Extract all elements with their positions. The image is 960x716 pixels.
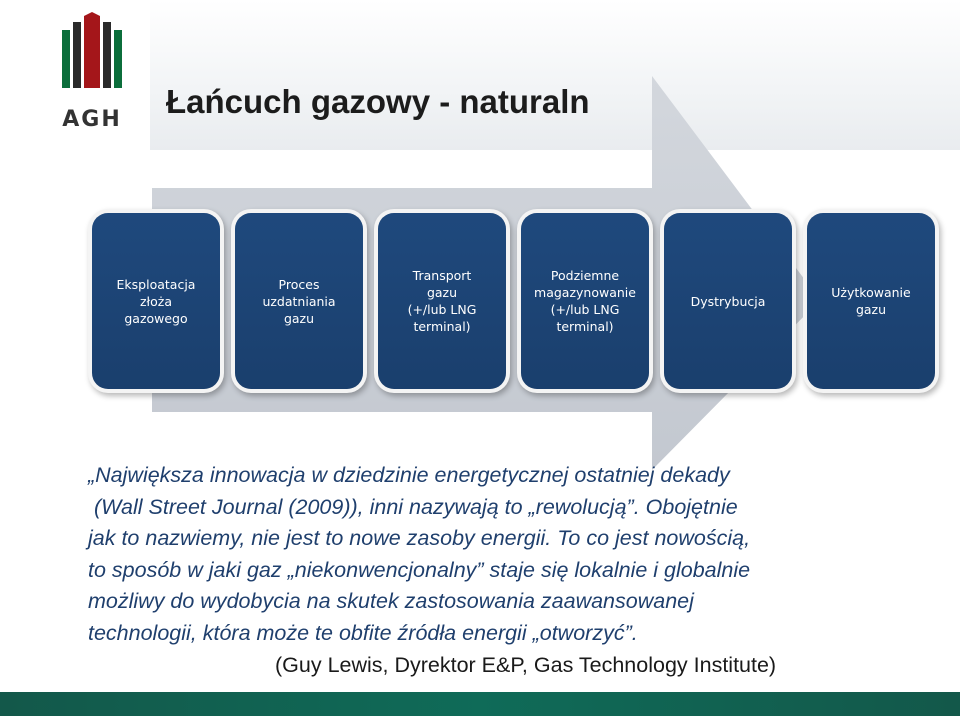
chain-step-label: Podziemne magazynowanie (+/lub LNG terminal) (534, 268, 636, 334)
chain-step-box (664, 213, 792, 389)
chain-step-label: Proces uzdatniania gazu (262, 276, 336, 326)
quote-line: jak to nazwiemy, nie jest to nowe zasoby energii. To co jest nowością, (88, 526, 751, 550)
chain-step-label: Eksploatacja złoża gazowego (116, 276, 196, 326)
chain-step-label: Dystrybucja (690, 293, 766, 309)
chain-step-box (378, 213, 506, 389)
quote-line: „Największa innowacja w dziedzinie energetycznej ostatniej dekady (88, 463, 730, 487)
chain-step-label: Transport gazu (+/lub LNG terminal) (407, 268, 477, 334)
quote-line: to sposób w jaki gaz „niekonwencjonalny” staje się lokalnie i globalnie (88, 557, 751, 582)
chain-step-box (521, 213, 649, 389)
quote-line: (Wall Street Journal (2009)), inni nazywają to „rewolucją”. Obojętnie (88, 494, 738, 519)
chain-step-box (235, 213, 363, 389)
page-title: Łańcuch gazowy - naturaln (166, 83, 590, 120)
quote-line: technologii, która może te obfite źródła energii „otworzyć”. (88, 620, 638, 645)
quote-line: możliwy do wydobycia na skutek zastosowania zaawansowanej (88, 589, 694, 613)
chain-step-box (807, 213, 935, 389)
logo-text: AGH (62, 107, 122, 132)
footer-bar (0, 692, 960, 716)
chain-step-label: Użytkowanie gazu (831, 285, 911, 317)
quote-source: (Guy Lewis, Dyrektor E&P, Gas Technology Institute) (275, 653, 777, 677)
quote-block (88, 460, 918, 649)
chain-step-box (92, 213, 220, 389)
